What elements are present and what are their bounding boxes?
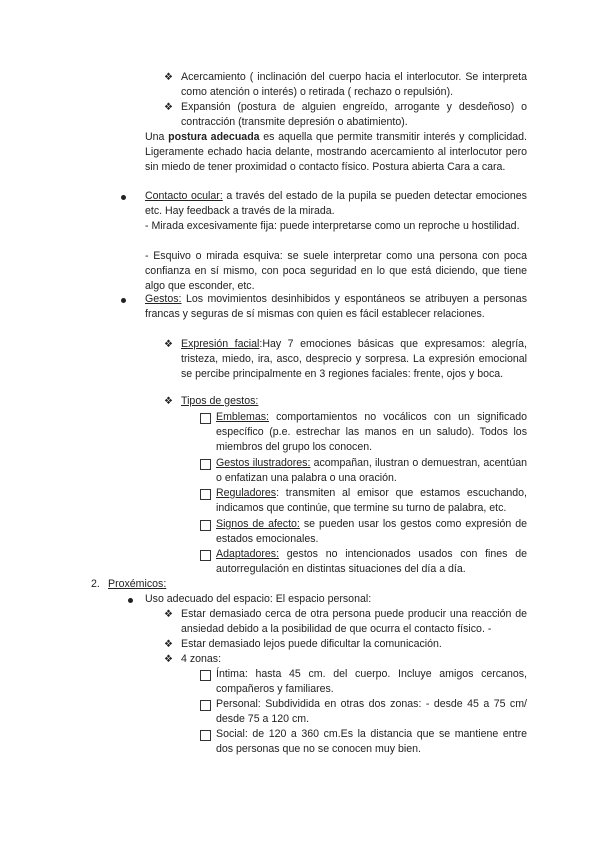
tipos-de-gestos-heading: Tipos de gestos: <box>181 395 259 407</box>
expresion-facial-item: Expresión facial:Hay 7 emociones básicas que expresamos: alegría, tristeza, miedo, ira, asco, desprecio y sorpresa. La expresión emocional se percibe principalmente en 3 regiones faciales: frente, ojos y boca. <box>181 338 527 380</box>
list-item-expansion: Expansión (postura de alguien engreído, arrogante y desdeñoso) o contracción (transmite depresión o abatimiento). <box>181 101 527 128</box>
checkbox-icon <box>200 413 211 424</box>
diamond-bullet-icon: ❖ <box>164 609 173 620</box>
tipo-gestos-ilustradores: Gestos ilustradores: acompañan, ilustran o demuestran, acentúan o enfatizan una palabra o una oración. <box>216 457 527 484</box>
contacto-mirada-esquiva: - Esquivo o mirada esquiva: se suele interpretar como una persona con poca confianza en sí mismo, con poca seguridad en lo que está diciendo, que tiene algo que esconder, etc. <box>145 250 527 292</box>
contacto-mirada-fija: - Mirada excesivamente fija: puede interpretarse como un reproche u hostilidad. <box>145 220 520 232</box>
postura-paragraph: Una postura adecuada es aquella que permite transmitir interés y complicidad. Ligeramente echado hacia delante, mostrando acercamiento al interlocutor pero sin miedo de tener proximidad o contacto físico. Postura abierta Cara a cara. <box>145 131 527 173</box>
list-item-acercamiento: Acercamiento ( inclinación del cuerpo hacia el interlocutor. Se interpreta como atención o interés) o retirada ( rechazo o repulsión). <box>181 71 527 98</box>
diamond-bullet-icon: ❖ <box>164 654 173 665</box>
bullet-icon <box>121 298 126 303</box>
uso-espacio-item: Uso adecuado del espacio: El espacio personal: <box>145 593 372 605</box>
zona-social: Social: de 120 a 360 cm.Es la distancia que se mantiene entre dos personas que no se conocen muy bien. <box>216 728 527 755</box>
tipo-emblemas: Emblemas: comportamientos no vocálicos con un significado específico (p.e. estrechar las manos en un saludo). Todos los miembros del grupo los conocen. <box>216 411 527 453</box>
checkbox-icon <box>200 670 211 681</box>
checkbox-icon <box>200 550 211 561</box>
contacto-ocular-item: Contacto ocular: a través del estado de la pupila se pueden detectar emociones etc. Hay feedback a través de la mirada. <box>145 190 527 217</box>
diamond-bullet-icon: ❖ <box>164 72 173 83</box>
proxemicos-cerca-item: Estar demasiado cerca de otra persona puede producir una reacción de ansiedad debido a la posibilidad de que ocurra el contacto físico. - <box>181 608 527 635</box>
section-number: 2. <box>91 578 100 590</box>
zona-personal: Personal: Subdividida en otras dos zonas: - desde 45 a 75 cm/ desde 75 a 120 cm. <box>216 698 527 725</box>
checkbox-icon <box>200 489 211 500</box>
checkbox-icon <box>200 520 211 531</box>
tipo-signos-de-afecto: Signos de afecto: se pueden usar los gestos como expresión de estados emocionales. <box>216 518 527 545</box>
proxemicos-lejos-item: Estar demasiado lejos puede dificultar la comunicación. <box>181 638 442 650</box>
zona-intima: Íntima: hasta 45 cm. del cuerpo. Incluye amigos cercanos, compañeros y familiares. <box>216 668 527 695</box>
diamond-bullet-icon: ❖ <box>164 639 173 650</box>
checkbox-icon <box>200 730 211 741</box>
proxemicos-zonas-item: 4 zonas: <box>181 653 222 665</box>
checkbox-icon <box>200 459 211 470</box>
bullet-icon <box>121 195 126 200</box>
diamond-bullet-icon: ❖ <box>164 396 173 407</box>
tipo-adaptadores: Adaptadores: gestos no intencionados usados con fines de autorregulación en distintas situaciones del día a día. <box>216 548 527 575</box>
diamond-bullet-icon: ❖ <box>164 102 173 113</box>
diamond-bullet-icon: ❖ <box>164 339 173 350</box>
checkbox-icon <box>200 700 211 711</box>
tipo-reguladores: Reguladores: transmiten al emisor que estamos escuchando, indicamos que continúe, que termine su turno de palabra, etc. <box>216 487 527 514</box>
proxemicos-heading: Proxémicos: <box>108 578 167 590</box>
bullet-icon <box>128 598 133 603</box>
gestos-item: Gestos: Los movimientos desinhibidos y espontáneos se atribuyen a personas francas y seguras de sí mismas con quien es fácil establecer relaciones. <box>145 293 527 320</box>
